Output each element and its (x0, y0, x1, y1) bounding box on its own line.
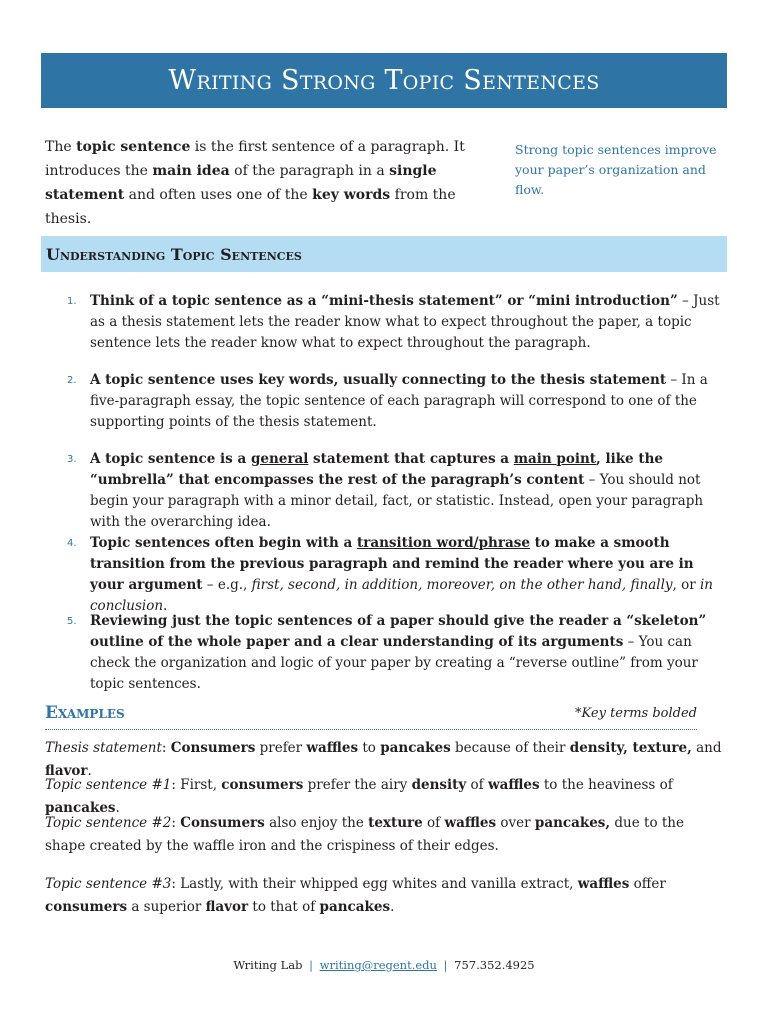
intro-term: main idea (152, 163, 230, 179)
intro-text: The (45, 139, 77, 155)
key-term: density, texture, (569, 740, 692, 756)
intro-paragraph (45, 135, 495, 231)
example-text: because of their (450, 740, 570, 756)
list-number: 5. (67, 616, 77, 627)
list-item-lead: to make a smooth transition from the previous paragraph and remind the reader where you are in your argument (90, 535, 694, 593)
key-term: consumers (45, 899, 128, 915)
list-item-lead: statement that captures a (308, 451, 514, 467)
example-text: to the heaviness of (539, 777, 673, 793)
list-item-lead: A topic sentence uses key words, usually connecting to the thesis statement (90, 372, 667, 388)
list-item (45, 370, 725, 433)
example-text: a superior (127, 899, 206, 915)
key-term: pancakes, (534, 815, 611, 831)
key-term: texture (368, 815, 423, 831)
list-number: 2. (67, 375, 77, 386)
list-number: 3. (67, 454, 77, 465)
example-text: : First, (171, 777, 222, 793)
intro-text: of the paragraph in a (229, 163, 390, 179)
list-item-lead: Think of a topic sentence as a “mini-thesis statement” or “mini introduction” (90, 293, 678, 309)
list-item-underlined: transition word/phrase (356, 535, 530, 551)
example-text: to (358, 740, 381, 756)
footer-separator: | (443, 958, 448, 972)
title-banner (41, 53, 727, 108)
footer (0, 958, 768, 972)
list-item-underlined: main point (513, 451, 597, 467)
key-term: density (411, 777, 467, 793)
example-label: Thesis statement (45, 740, 162, 756)
key-term: flavor (205, 899, 249, 915)
key-term: Consumers (170, 740, 256, 756)
topic-sentence-example-2 (45, 812, 725, 858)
list-item-body: – You can check the organization and logic of your paper by creating a “reverse outline” from your topic sentences. (90, 634, 698, 692)
example-text: and (691, 740, 722, 756)
example-text: of (422, 815, 445, 831)
intro-term: single statement (45, 163, 437, 203)
section-title: Understanding Topic Sentences (46, 244, 302, 264)
key-term: flavor (45, 763, 88, 779)
key-term: pancakes (45, 800, 116, 816)
intro-text: from the thesis. (45, 187, 456, 227)
intro-text: is the first sentence of a paragraph. It introduces the (45, 139, 465, 179)
list-item (45, 533, 725, 617)
examples-note: *Key terms bolded (575, 706, 697, 721)
example-text: . (390, 899, 395, 915)
intro-term: topic sentence (76, 139, 191, 155)
list-item-lead: A topic sentence is a (90, 451, 251, 467)
example-text: : Lastly, with their whipped egg whites and vanilla extract, (171, 876, 578, 892)
list-number: 1. (67, 296, 77, 307)
intro-text: and often uses one of the (124, 187, 313, 203)
topic-sentence-example-3 (45, 873, 725, 919)
example-text: . (87, 763, 92, 779)
list-item-lead: Topic sentences often begin with a (90, 535, 357, 551)
key-term: waffles (306, 740, 359, 756)
list-item-underlined: general (250, 451, 309, 467)
list-item (45, 611, 725, 695)
section-header-bar (41, 236, 727, 272)
list-item-text (90, 291, 725, 354)
example-text: over (496, 815, 535, 831)
example-text: offer (629, 876, 666, 892)
list-item-body: – e.g., (202, 577, 252, 593)
intro-term: key words (312, 187, 391, 203)
example-text: . (115, 800, 120, 816)
key-term: waffles (577, 876, 630, 892)
list-item (45, 449, 725, 533)
example-text: prefer the airy (303, 777, 412, 793)
footer-org: Writing Lab (233, 958, 303, 972)
key-term: Consumers (180, 815, 265, 831)
list-item-body: – In a five-paragraph essay, the topic sentence of each paragraph will correspond to one of the supporting points of the thesis statement. (90, 372, 708, 430)
example-text: also enjoy the (264, 815, 369, 831)
examples-header (45, 703, 697, 730)
key-term: waffles (487, 777, 540, 793)
list-item-body: – Just as a thesis statement lets the reader know what to expect throughout the paper, a topic sentence lets the reader know what to expect throughout the paragraph. (90, 293, 720, 351)
footer-separator: | (309, 958, 313, 972)
example-text: of (466, 777, 488, 793)
list-item-lead: , like the “umbrella” that encompasses the rest of the paragraph’s content (90, 451, 663, 488)
list-item-body: , or (672, 577, 700, 593)
list-item-text (90, 449, 725, 533)
key-term: pancakes (380, 740, 451, 756)
example-text: : (171, 815, 181, 831)
example-text: to that of (248, 899, 320, 915)
footer-email-link[interactable]: writing@regent.edu (319, 958, 437, 972)
list-item-italic: first, second, in addition, moreover, on the other hand, finally (251, 577, 673, 593)
example-text: : (161, 740, 171, 756)
list-item-text (90, 533, 725, 617)
list-item-body: . (163, 598, 168, 614)
key-term: pancakes (319, 899, 391, 915)
list-item-lead: Reviewing just the topic sentences of a paper should give the reader a “skeleton” outline of the whole paper and a clear understanding of its arguments (90, 613, 707, 650)
list-item-body: – You should not begin your paragraph with a minor detail, fact, or statistic. Instead, open your paragraph with the overarching idea. (90, 472, 704, 530)
key-term: consumers (221, 777, 304, 793)
list-item-text (90, 611, 725, 695)
examples-title: Examples (45, 703, 125, 723)
key-term: waffles (444, 815, 497, 831)
example-text: prefer (255, 740, 307, 756)
list-item (45, 291, 725, 354)
page-title: Writing Strong Topic Sentences (168, 65, 600, 96)
list-item-text (90, 370, 725, 433)
example-label: Topic sentence #3 (45, 876, 172, 892)
list-number: 4. (67, 538, 77, 549)
footer-phone: 757.352.4925 (454, 958, 535, 972)
example-label: Topic sentence #2 (45, 815, 172, 831)
example-label: Topic sentence #1 (45, 777, 172, 793)
sidebar-callout: Strong topic sentences improve your paper’s organization and flow. (515, 142, 717, 197)
example-text: due to the shape created by the waffle iron and the crispiness of their edges. (45, 815, 684, 854)
list-item-italic: in conclusion (90, 577, 713, 614)
